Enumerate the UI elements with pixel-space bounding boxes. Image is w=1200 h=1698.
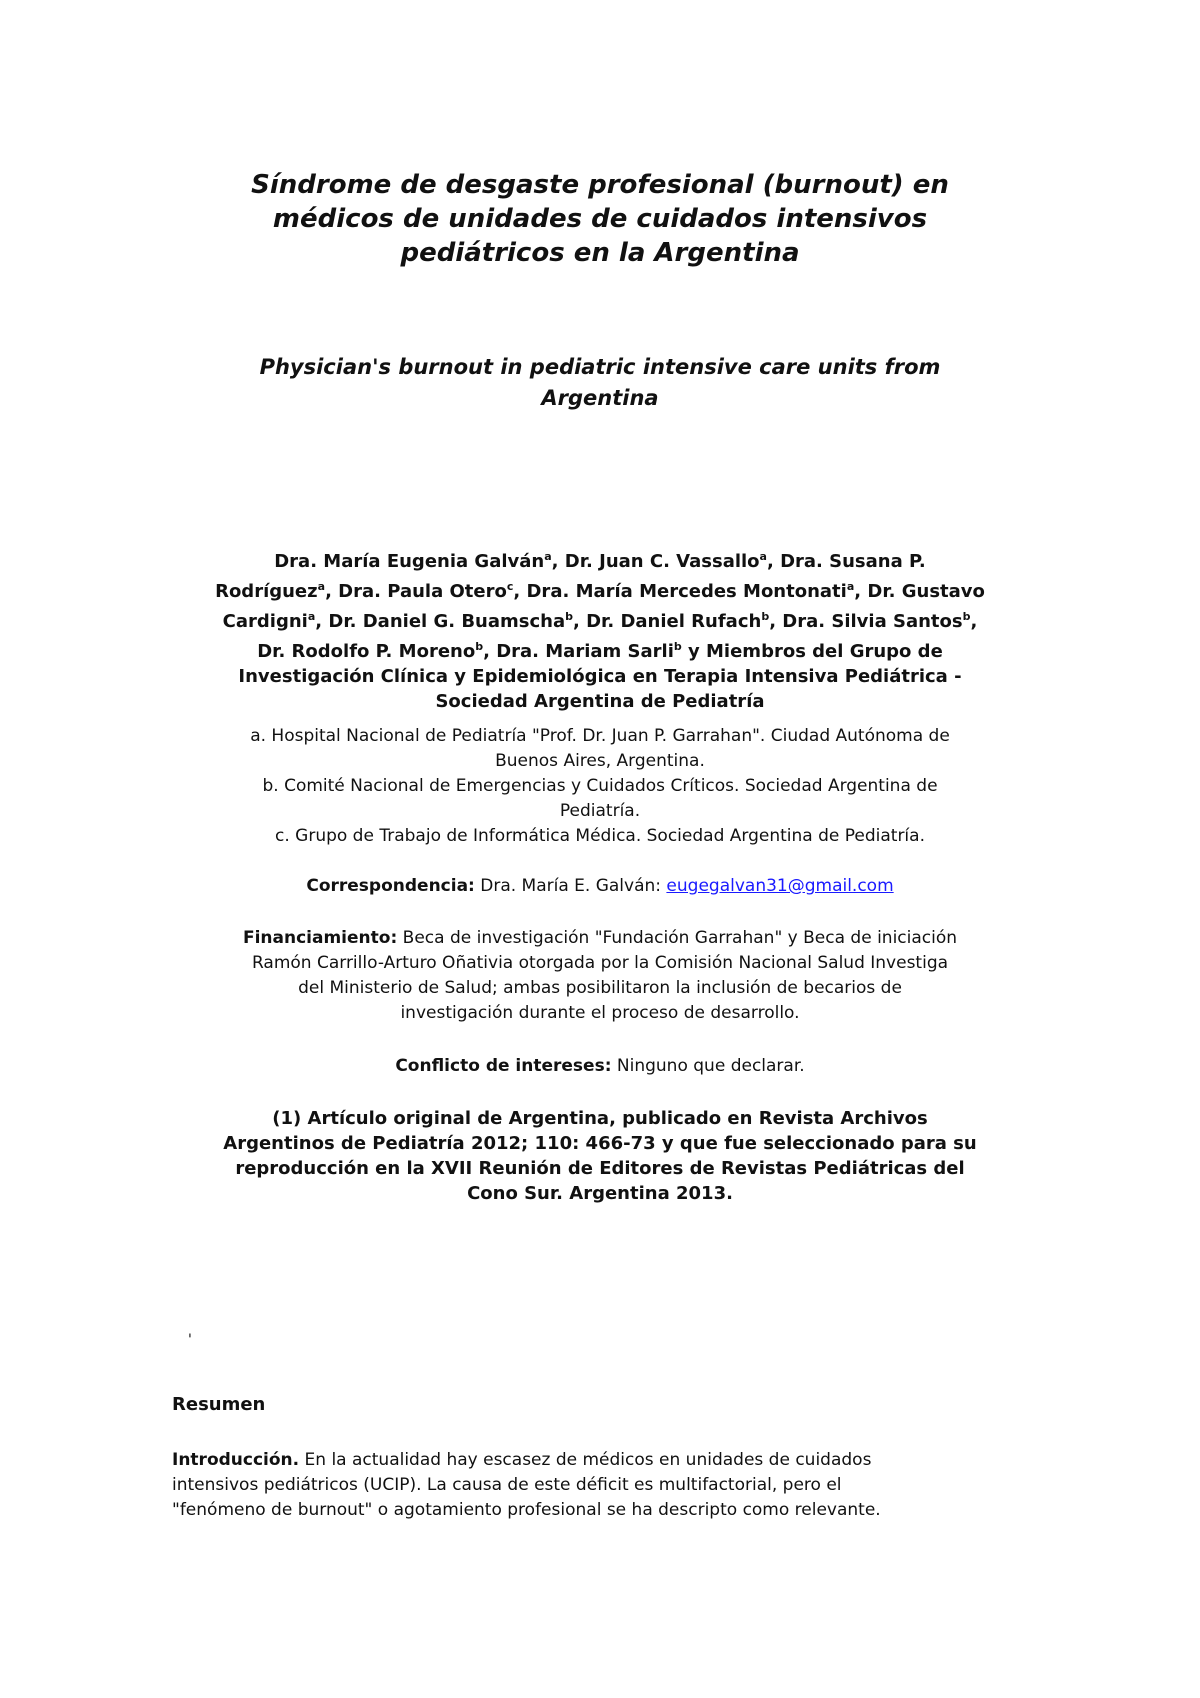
correspondence-text: Dra. María E. Galván: xyxy=(474,876,667,896)
affiliation-line: a. Hospital Nacional de Pediatría "Prof. Dr. Juan P. Garrahan". Ciudad Autónoma de xyxy=(250,726,950,746)
author-line: Dra. María Eugenia Galván$^a$, Dr. Juan C. Vassallo$^a$, Dra. Susana P. xyxy=(274,550,926,572)
affiliation-line: Buenos Aires, Argentina. xyxy=(495,751,705,771)
resumen-heading: Resumen xyxy=(172,1394,266,1415)
note-line: Argentinos de Pediatría 2012; 110: 466-73 y que fue seleccionado para su xyxy=(223,1133,977,1154)
note-line: (1) Artículo original de Argentina, publicado en Revista Archivos xyxy=(272,1108,928,1129)
author-line: Dr. Rodolfo P. Moreno$^b$, Dra. Mariam Sarli$^b$ y Miembros del Grupo de xyxy=(257,640,943,662)
subtitle-line: Physician's burnout in pediatric intensive care units from xyxy=(259,355,941,379)
note-line: Cono Sur. Argentina 2013. xyxy=(467,1183,733,1204)
intro-label: Introducción. xyxy=(172,1450,300,1470)
author-line: Sociedad Argentina de Pediatría xyxy=(435,691,765,712)
note-line: reproducción en la XVII Reunión de Editores de Revistas Pediátricas del xyxy=(235,1158,965,1179)
title-line: médicos de unidades de cuidados intensivos xyxy=(272,204,928,234)
intro-line: "fenómeno de burnout" o agotamiento profesional se ha descripto como relevante. xyxy=(172,1500,881,1520)
funding-text: Ramón Carrillo-Arturo Oñativia otorgada por la Comisión Nacional Salud Investiga xyxy=(251,953,949,973)
funding-text: Beca de investigación "Fundación Garrahan" y Beca de iniciación xyxy=(397,928,958,948)
affiliation-line: b. Comité Nacional de Emergencias y Cuidados Críticos. Sociedad Argentina de xyxy=(262,776,938,796)
funding-text: investigación durante el proceso de desarrollo. xyxy=(400,1003,800,1023)
author-list xyxy=(150,544,1050,714)
stray-mark: ' xyxy=(188,1332,192,1348)
affiliation-line: Pediatría. xyxy=(559,801,641,821)
funding xyxy=(150,926,1050,1026)
article-subtitle xyxy=(150,352,1050,414)
affiliation-line: c. Grupo de Trabajo de Informática Médica. Sociedad Argentina de Pediatría. xyxy=(275,826,925,846)
title-line: pediátricos en la Argentina xyxy=(400,238,800,268)
article-title xyxy=(150,168,1050,270)
publication-note xyxy=(150,1106,1050,1206)
title-line: Síndrome de desgaste profesional (burnout) en xyxy=(251,170,949,200)
subtitle-line: Argentina xyxy=(541,386,659,410)
affiliations xyxy=(150,724,1050,849)
funding-text: del Ministerio de Salud; ambas posibilitaron la inclusión de becarios de xyxy=(298,978,902,998)
email-link[interactable]: eugegalvan31@gmail.com xyxy=(666,876,894,896)
correspondence-label: Correspondencia: xyxy=(306,876,475,896)
correspondence xyxy=(150,874,1050,899)
intro-paragraph: Introducción. En la actualidad hay escasez de médicos en unidades de cuidados intensivos pediátricos (UCIP). La causa de este déficit es multifactorial, pero el "fenómeno de burnout" o agotamiento profesional se ha descripto como relevante. xyxy=(172,1448,1052,1523)
intro-line: intensivos pediátricos (UCIP). La causa de este déficit es multifactorial, pero el xyxy=(172,1475,842,1495)
author-line: Rodríguez$^a$, Dra. Paula Otero$^c$, Dra. María Mercedes Montonati$^a$, Dr. Gustavo xyxy=(215,580,985,602)
conflict-label: Conflicto de intereses: xyxy=(395,1056,612,1076)
author-line: Cardigni$^a$, Dr. Daniel G. Buamscha$^b$, Dr. Daniel Rufach$^b$, Dra. Silvia Santos$^b$, xyxy=(222,610,978,632)
conflict-text: Ninguno que declarar. xyxy=(611,1056,805,1076)
author-line: Investigación Clínica y Epidemiológica en Terapia Intensiva Pediátrica - xyxy=(238,666,962,687)
funding-label: Financiamiento: xyxy=(242,928,398,948)
conflict-of-interest xyxy=(150,1054,1050,1079)
